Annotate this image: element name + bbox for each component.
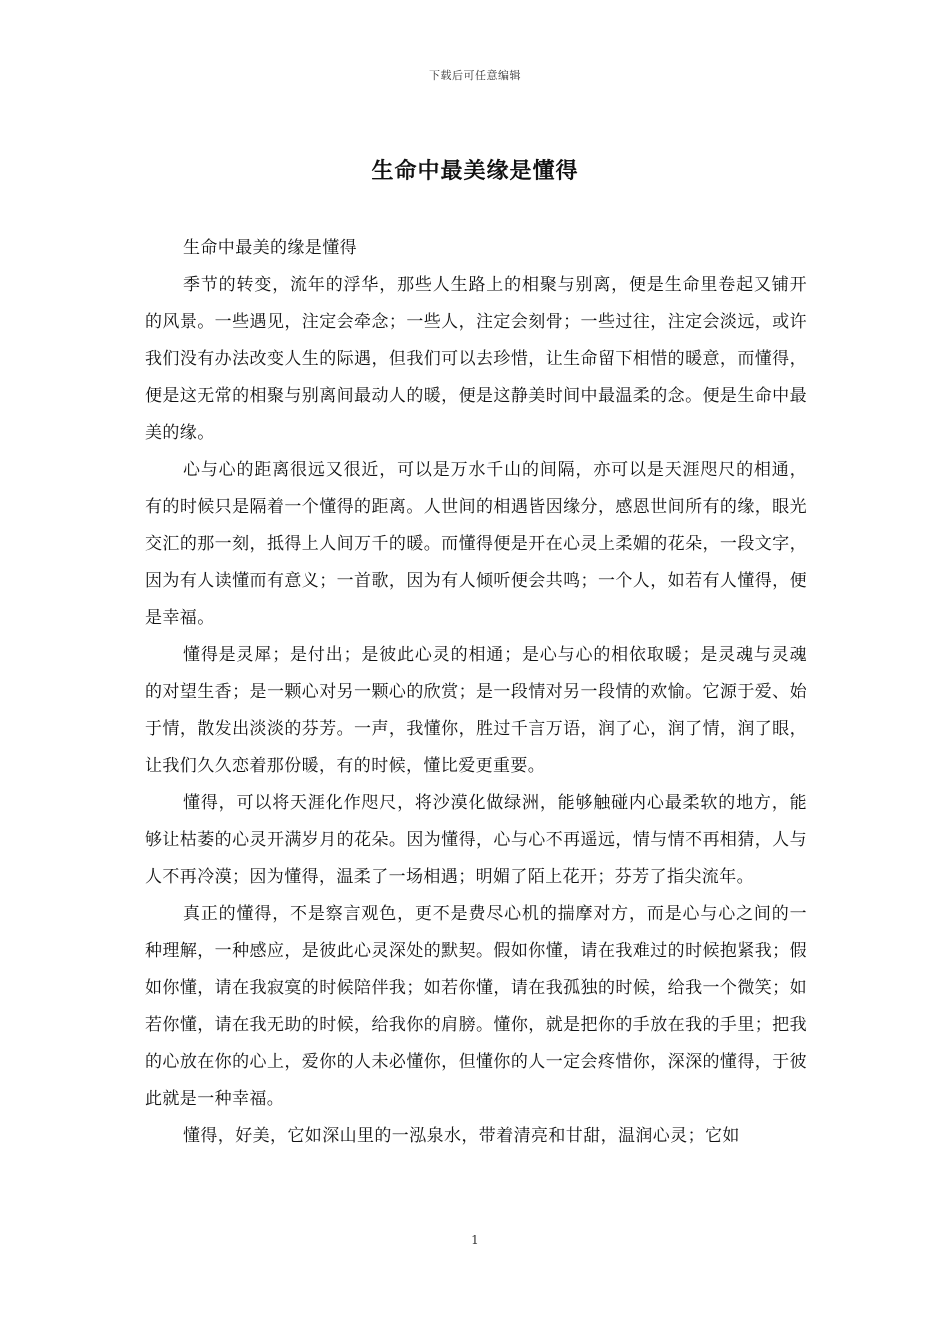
paragraph: 真正的懂得，不是察言观色，更不是费尽心机的揣摩对方，而是心与心之间的一种理解，一种感应，是彼此心灵深处的默契。假如你懂，请在我难过的时候抱紧我；假如你懂，请在我寂寞的时候陪伴我；如若你懂，请在我孤独的时候，给我一个微笑；如若你懂，请在我无助的时候，给我你的肩膀。懂你，就是把你的手放在我的手里；把我的心放在你的心上，爱你的人未必懂你，但懂你的人一定会疼惜你，深深的懂得，于彼此就是一种幸福。 — [145, 904, 807, 1109]
document-title: 生命中最美缘是懂得 — [371, 159, 579, 184]
header-note: 下载后可任意编辑 — [429, 69, 521, 82]
page-number: 1 — [471, 1233, 479, 1247]
paragraph: 季节的转变，流年的浮华，那些人生路上的相聚与别离，便是生命里卷起又铺开的风景。一些遇见，注定会牵念；一些人，注定会刻骨；一些过往，注定会淡远，或许我们没有办法改变人生的际遇，但我们可以去珍惜，让生命留下相惜的暖意，而懂得，便是这无常的相聚与别离间最动人的暖，便是这静美时间中最温柔的念。便是生命中最美的缘。 — [145, 275, 807, 443]
paragraph: 懂得是灵犀；是付出；是彼此心灵的相通；是心与心的相依取暖；是灵魂与灵魂的对望生香；是一颗心对另一颗心的欣赏；是一段情对另一段情的欢愉。它源于爱、始于情，散发出淡淡的芬芳。一声，我懂你，胜过千言万语，润了心，润了情，润了眼，让我们久久恋着那份暖，有的时候，懂比爱更重要。 — [145, 645, 807, 776]
paragraph: 懂得，好美，它如深山里的一泓泉水，带着清亮和甘甜，温润心灵；它如 — [183, 1126, 740, 1146]
paragraph-subtitle: 生命中最美的缘是懂得 — [183, 238, 357, 258]
document-body — [145, 230, 807, 1155]
paragraph: 懂得，可以将天涯化作咫尺，将沙漠化做绿洲，能够触碰内心最柔软的地方，能够让枯萎的心灵开满岁月的花朵。因为懂得，心与心不再遥远，情与情不再相猜，人与人不再冷漠；因为懂得，温柔了一场相遇；明媚了陌上花开；芬芳了指尖流年。 — [145, 793, 807, 887]
paragraph: 心与心的距离很远又很近，可以是万水千山的间隔，亦可以是天涯咫尺的相通，有的时候只是隔着一个懂得的距离。人世间的相遇皆因缘分，感恩世间所有的缘，眼光交汇的那一刻，抵得上人间万千的暖。而懂得便是开在心灵上柔媚的花朵，一段文字，因为有人读懂而有意义；一首歌，因为有人倾听便会共鸣；一个人，如若有人懂得，便是幸福。 — [145, 460, 807, 628]
